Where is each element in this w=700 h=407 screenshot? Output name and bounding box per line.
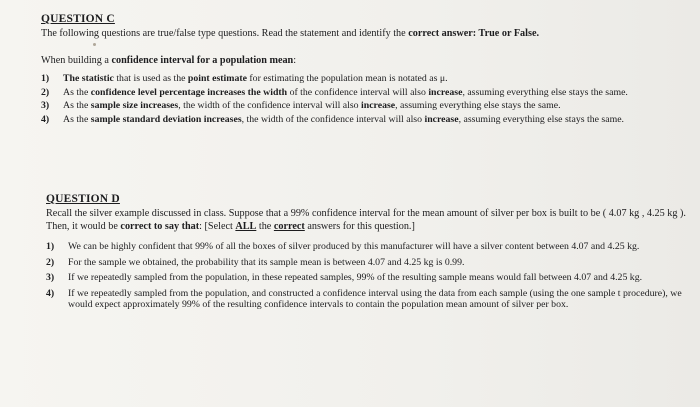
question-c-instruction <box>41 28 691 41</box>
statement-number: 2) <box>41 86 50 98</box>
question-c-lead <box>41 55 691 68</box>
statement-text-segment: , assuming everything else stays the same. <box>395 100 561 112</box>
option-text: If we repeatedly sampled from the population, and constructed a confidence interval using the data from each sample (using the one sample t procedure), we would expect approximately 99% of the resulting confidence intervals to contain the population mean amount of silver per box. <box>68 287 682 311</box>
statement-number: 4) <box>41 113 50 125</box>
question-c-section <box>41 12 691 127</box>
question-d-section <box>46 192 686 315</box>
question-c-statement <box>41 87 691 99</box>
statement-text-segment: As the <box>63 113 91 125</box>
question-c-statement-list <box>41 73 691 125</box>
statement-text-segment: for estimating the population mean is notated as μ. <box>246 73 448 84</box>
option-text: For the sample we obtained, the probability that its sample mean is between 4.07 and 4.25 kg is 0.99. <box>68 256 465 268</box>
statement-text <box>63 87 691 99</box>
option-text: If we repeatedly sampled from the population, in these repeated samples, 99% of the resulting sample means would fall between 4.07 and 4.25 kg. <box>68 272 643 284</box>
statement-text-segment: of the confidence interval will also <box>287 86 429 98</box>
question-c-lead-end: : <box>293 54 297 66</box>
statement-text-bold: increase <box>428 86 463 98</box>
question-c-statement <box>41 73 691 85</box>
question-d-intro-text-3: the <box>256 220 274 232</box>
question-c-instruction-bold: correct answer: True or False. <box>408 28 540 39</box>
statement-text-bold: increase <box>361 100 396 112</box>
statement-text-segment: , the width of the confidence interval will also <box>241 113 425 125</box>
statement-text-segment: , the width of the confidence interval will also <box>178 100 362 112</box>
statement-text-bold: point estimate <box>187 73 247 84</box>
statement-text-segment: As the <box>63 100 91 112</box>
statement-text <box>63 100 691 112</box>
question-d-intro-correct: correct <box>273 220 305 232</box>
statement-text-bold: The statistic <box>63 73 114 84</box>
statement-text-bold: confidence level percentage increases the width <box>90 86 288 98</box>
question-c-instruction-text: The following questions are true/false type questions. Read the statement and identify the <box>41 28 409 39</box>
statement-text-bold: sample size increases <box>90 100 179 112</box>
option-number: 2) <box>46 256 55 268</box>
option-text: We can be highly confident that 99% of all the boxes of silver produced by this manufacturer will have a silver content between 4.07 and 4.25 kg. <box>68 241 640 252</box>
statement-text-segment: As the <box>63 86 91 98</box>
question-c-statement <box>41 114 691 126</box>
statement-text-bold: sample standard deviation increases <box>90 113 242 125</box>
statement-text-bold: increase <box>424 113 459 125</box>
statement-text-segment: , assuming everything else stays the same. <box>458 113 625 125</box>
question-c-statement <box>41 100 691 112</box>
statement-text <box>63 73 691 85</box>
question-d-intro-text-2: : [Select <box>199 220 236 232</box>
option-number: 4) <box>46 287 55 299</box>
question-d-heading: QUESTION D <box>46 193 120 205</box>
question-d-option <box>46 288 686 311</box>
question-d-intro-text-4: answers for this question.] <box>304 220 415 232</box>
question-d-intro <box>46 208 686 233</box>
statement-text-segment: , assuming everything else stays the same. <box>462 86 628 98</box>
question-c-heading: QUESTION C <box>41 13 115 25</box>
question-d-option <box>46 241 686 253</box>
statement-number: 3) <box>41 100 50 112</box>
option-number: 3) <box>46 272 55 284</box>
option-number: 1) <box>46 241 55 252</box>
question-c-lead-bold: confidence interval for a population mean <box>111 54 294 66</box>
statement-text-segment: that is used as the <box>113 73 188 84</box>
statement-text <box>63 114 691 126</box>
question-d-option <box>46 272 686 284</box>
question-d-option <box>46 257 686 269</box>
question-c-lead-text: When building a <box>41 54 112 66</box>
question-d-option-list <box>46 241 686 311</box>
question-d-intro-all: ALL <box>235 220 257 232</box>
statement-number: 1) <box>41 73 50 84</box>
question-d-intro-bold: correct to say that <box>120 220 200 232</box>
question-d-intro-text: Recall the silver example discussed in class. Suppose that a 99% confidence interval for the mean amount of silver per box is built to be ( 4.07 kg , 4.25 kg ). Then, it would be <box>46 208 686 232</box>
